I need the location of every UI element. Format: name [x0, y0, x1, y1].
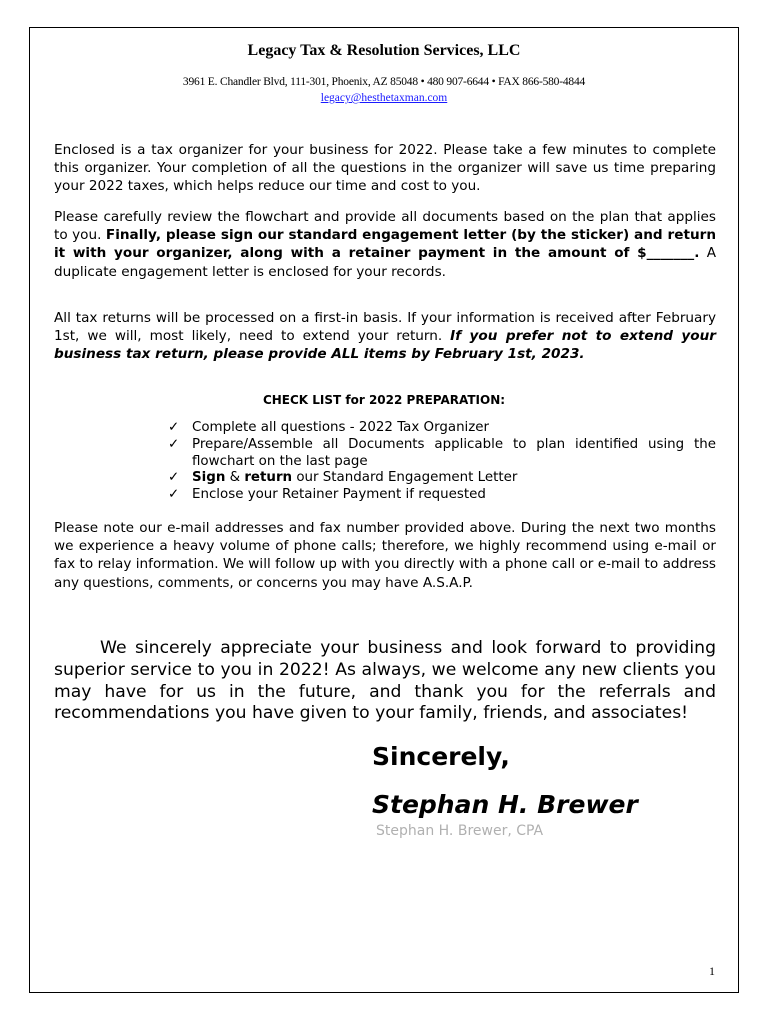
- check-icon: ✓: [168, 487, 180, 503]
- checklist-title: CHECK LIST for 2022 PREPARATION:: [262, 393, 506, 407]
- firm-name: Legacy Tax & Resolution Services, LLC: [247, 42, 521, 59]
- signature: Stephan H. Brewer: [372, 790, 638, 819]
- engagement-letter-instruction: Finally, please sign our standard engagement letter (by the sticker) and return it with your organizer, along with a retainer payment in the amount of $_______.: [54, 227, 716, 262]
- processing-text: All tax returns will be processed on a first-in basis. If your information is received after February 1st, we will, most likely, need to extend your return.: [54, 310, 716, 345]
- letter-page: [29, 27, 739, 993]
- checklist-item: [166, 437, 716, 471]
- checklist-item: [166, 420, 716, 437]
- page-number: 1: [709, 964, 715, 978]
- checklist-item: [166, 487, 716, 504]
- closing: Sincerely,: [372, 742, 510, 771]
- paragraph-intro: Enclosed is a tax organizer for your business for 2022. Please take a few minutes to complete this organizer. Your completion of all the questions in the organizer will save us time preparing your 2022 taxes, which helps reduce our time and cost to you.: [54, 142, 716, 195]
- check-icon: ✓: [168, 470, 180, 486]
- signature-title: Stephan H. Brewer, CPA: [376, 823, 544, 839]
- checklist-item-text: Enclose your Retainer Payment if requested: [192, 487, 486, 503]
- paragraph-processing: [54, 309, 716, 364]
- firm-email-link[interactable]: legacy@hesthetaxman.com: [320, 92, 448, 104]
- checklist: [166, 420, 716, 504]
- paragraph-appreciation: We sincerely appreciate your business and look forward to providing superior service to you in 2022! As always, we welcome any new clients you may have for us in the future, and thank you for the referrals and recommendations you have given to your family, friends, and associates!: [54, 638, 716, 724]
- check-icon: ✓: [168, 436, 180, 452]
- checklist-item: [166, 470, 716, 487]
- paragraph-contact: Please note our e-mail addresses and fax number provided above. During the next two months we experience a heavy volume of phone calls; therefore, we highly recommend using e-mail or fax to relay information. We will follow up with you directly with a phone call or e-mail to address any questions, comments, or concerns you may have A.S.A.P.: [54, 520, 716, 591]
- duplicate-letter-note: A duplicate engagement letter is enclosed for your records.: [54, 245, 716, 280]
- paragraph-review-text: Please carefully review the flowchart and provide all documents based on the plan that applies to you.: [54, 209, 716, 244]
- paragraph-review: [54, 208, 716, 281]
- check-icon: ✓: [168, 420, 180, 435]
- checklist-item-text: Complete all questions - 2022 Tax Organizer: [192, 420, 490, 435]
- checklist-item-return: return: [244, 470, 293, 486]
- checklist-item-sign: Sign: [192, 470, 226, 486]
- deadline-note: If you prefer not to extend your business tax return, please provide ALL items by February 1st, 2023.: [54, 328, 716, 363]
- checklist-item-text: our Standard Engagement Letter: [292, 470, 518, 486]
- checklist-item-amp: &: [225, 470, 245, 486]
- firm-address: 3961 E. Chandler Blvd, 111-301, Phoenix, AZ 85048 • 480 907-6644 • FAX 866-580-4844: [182, 76, 586, 88]
- checklist-item-text: Prepare/Assemble all Documents applicable to plan identified using the flowchart on the last page: [192, 436, 716, 469]
